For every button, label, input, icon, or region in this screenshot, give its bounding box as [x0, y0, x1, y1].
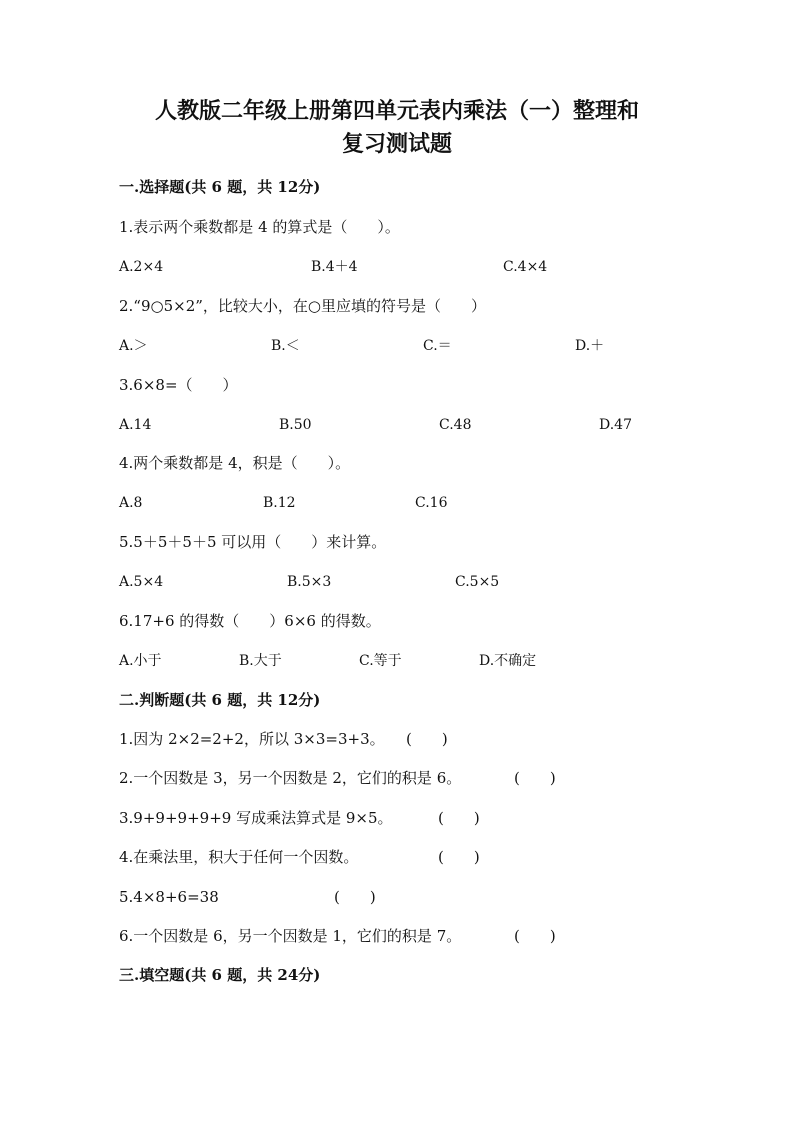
option-b: B.4＋4	[311, 259, 358, 275]
option-b: B.50	[279, 417, 312, 433]
page-title-line-2: 复习测试题	[341, 131, 452, 157]
judgement-item: 6.一个因数是 6，另一个因数是 1，它们的积是 7。	[119, 927, 462, 945]
option-a: A.小于	[119, 653, 162, 669]
option-d: D.47	[599, 417, 632, 433]
answer-parentheses: ( )	[406, 730, 448, 748]
section-heading-fill-in: 三.填空题(共 6 题，共 24分)	[119, 966, 321, 984]
option-b: B.5×3	[287, 574, 332, 590]
answer-parentheses: ( )	[514, 927, 556, 945]
option-d: D.不确定	[479, 653, 537, 669]
judgement-item: 1.因为 2×2=2+2，所以 3×3=3+3。	[119, 730, 385, 748]
option-a: A.5×4	[119, 574, 164, 590]
answer-parentheses: ( )	[438, 809, 480, 827]
option-c: C.16	[415, 495, 448, 511]
answer-parentheses: ( )	[334, 888, 376, 906]
option-a: A.14	[119, 417, 152, 433]
option-c: C.4×4	[503, 259, 548, 275]
option-a: A.8	[119, 495, 143, 511]
question-text: 5.5＋5＋5＋5 可以用（ ）来计算。	[119, 533, 387, 551]
option-c: C.等于	[359, 653, 402, 669]
answer-parentheses: ( )	[438, 848, 480, 866]
option-c: C.5×5	[455, 574, 500, 590]
question-text: 3.6×8=（ ）	[119, 376, 238, 394]
option-b: B.＜	[271, 338, 300, 354]
option-b: B.大于	[239, 653, 282, 669]
judgement-item: 3.9+9+9+9+9 写成乘法算式是 9×5。	[119, 809, 393, 827]
option-a: A.＞	[119, 338, 148, 354]
question-text: 2.“9○5×2”，比较大小，在○里应填的符号是（ ）	[119, 297, 487, 315]
option-c: C.48	[439, 417, 472, 433]
page-title-line-1: 人教版二年级上册第四单元表内乘法（一）整理和	[154, 98, 639, 124]
judgement-item: 5.4×8+6=38	[119, 888, 219, 906]
question-text: 1.表示两个乘数都是 4 的算式是（ ）。	[119, 218, 400, 236]
section-heading-judgement: 二.判断题(共 6 题，共 12分)	[119, 691, 321, 709]
option-b: B.12	[263, 495, 296, 511]
option-d: D.＋	[575, 338, 605, 354]
answer-parentheses: ( )	[514, 769, 556, 787]
option-c: C.＝	[423, 338, 452, 354]
option-a: A.2×4	[119, 259, 164, 275]
section-heading-choice: 一.选择题(共 6 题，共 12分)	[119, 178, 321, 196]
judgement-item: 4.在乘法里，积大于任何一个因数。	[119, 848, 359, 866]
question-text: 6.17+6 的得数（ ）6×6 的得数。	[119, 612, 381, 630]
question-text: 4.两个乘数都是 4，积是（ ）。	[119, 454, 351, 472]
judgement-item: 2.一个因数是 3，另一个因数是 2，它们的积是 6。	[119, 769, 462, 787]
